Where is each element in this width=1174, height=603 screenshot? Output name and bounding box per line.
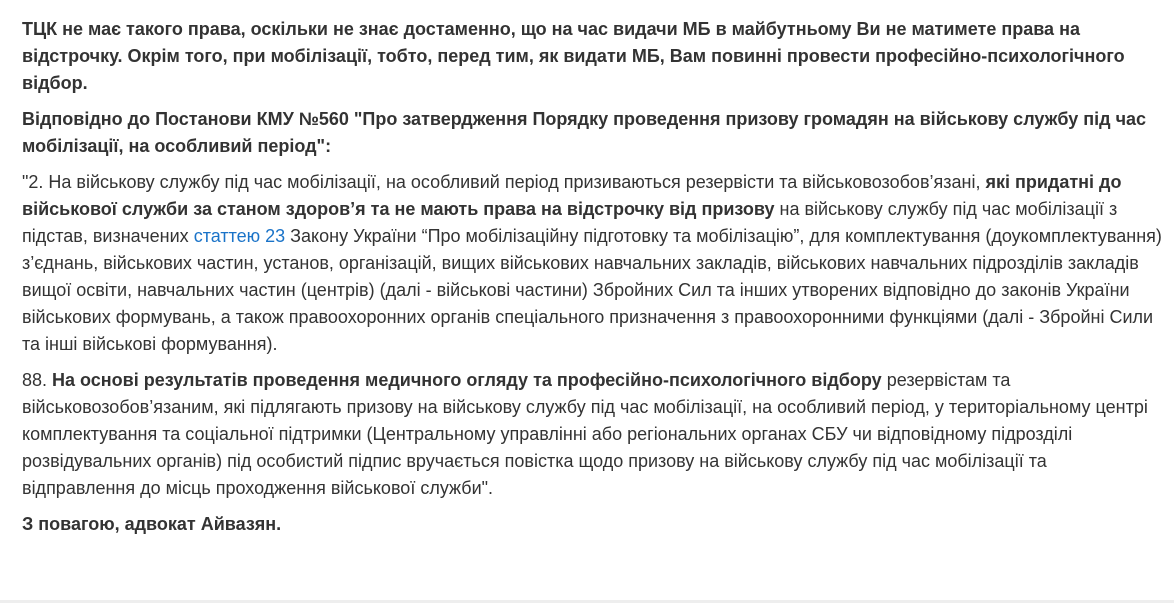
paragraph-signature (22, 511, 1162, 538)
clause-2-bold-text: які придатні до військової служби за станом здоров’я та не мають права на відстрочку від призову (22, 172, 1122, 219)
article-23-link[interactable]: статтею 23 (193, 226, 286, 246)
clause-88-bold-text: На основі результатів проведення медичного огляду та професійно-психологічного відбору (52, 370, 882, 390)
paragraph-clause-88 (22, 367, 1162, 502)
paragraph-clause-2 (22, 169, 1162, 358)
clause-88-text: резервістам та військовозобов’язаним, які підлягають призову на військову службу під час мобілізації, на особливий період, у територіальному центрі комплектування та соціальної підтримки (Центральному управлінні або регіональних органах СБУ чи відповідному підрозділі розвідувальних органів) під особистий підпис вручається повістка щодо призову на військову службу під час мобілізації та відправлення до місць проходження військової служби". (22, 370, 1148, 498)
signature-text: З повагою, адвокат Айвазян. (22, 514, 282, 534)
clause-88-number: 88. (22, 370, 53, 390)
paragraph-rights-text: ТЦК не має такого права, оскільки не знає достаменно, що на час видачи МБ в майбутньому Ви не матимете права на відстрочку. Окрім того, при мобілізації, тобто, перед тим, як видати МБ, Вам повинні провести професійно-психологічного відбор. (22, 19, 1125, 93)
answer-body (22, 16, 1162, 547)
clause-2-text-end: Закону України “Про мобілізаційну підготовку та мобілізацію”, для комплектування (доукомплектування) з’єднань, військових частин, установ, організацій, вищих військових навчальних закладів, військових навчальних підрозділів закладів вищої освіти, навчальних частин (центрів) (далі - військові частини) Збройних Сил та інших утворених відповідно до законів України військових формувань, а також правоохоронних органів спеціального призначення з правоохоронними функціями (далі - Збройні Сили та інші військові формування). (22, 226, 1162, 354)
clause-2-text-start: "2. На військову службу під час мобілізації, на особливий період призиваються резервісти та військовозобов’язані, (22, 172, 986, 192)
paragraph-rights (22, 16, 1162, 97)
paragraph-regulation-ref (22, 106, 1162, 160)
clause-2-text-middle: на військову службу під час мобілізації з підстав, визначених (22, 199, 1118, 246)
paragraph-regulation-ref-text: Відповідно до Постанови КМУ №560 "Про затвердження Порядку проведення призову громадян на військову службу під час мобілізації, на особливий період": (22, 109, 1147, 156)
